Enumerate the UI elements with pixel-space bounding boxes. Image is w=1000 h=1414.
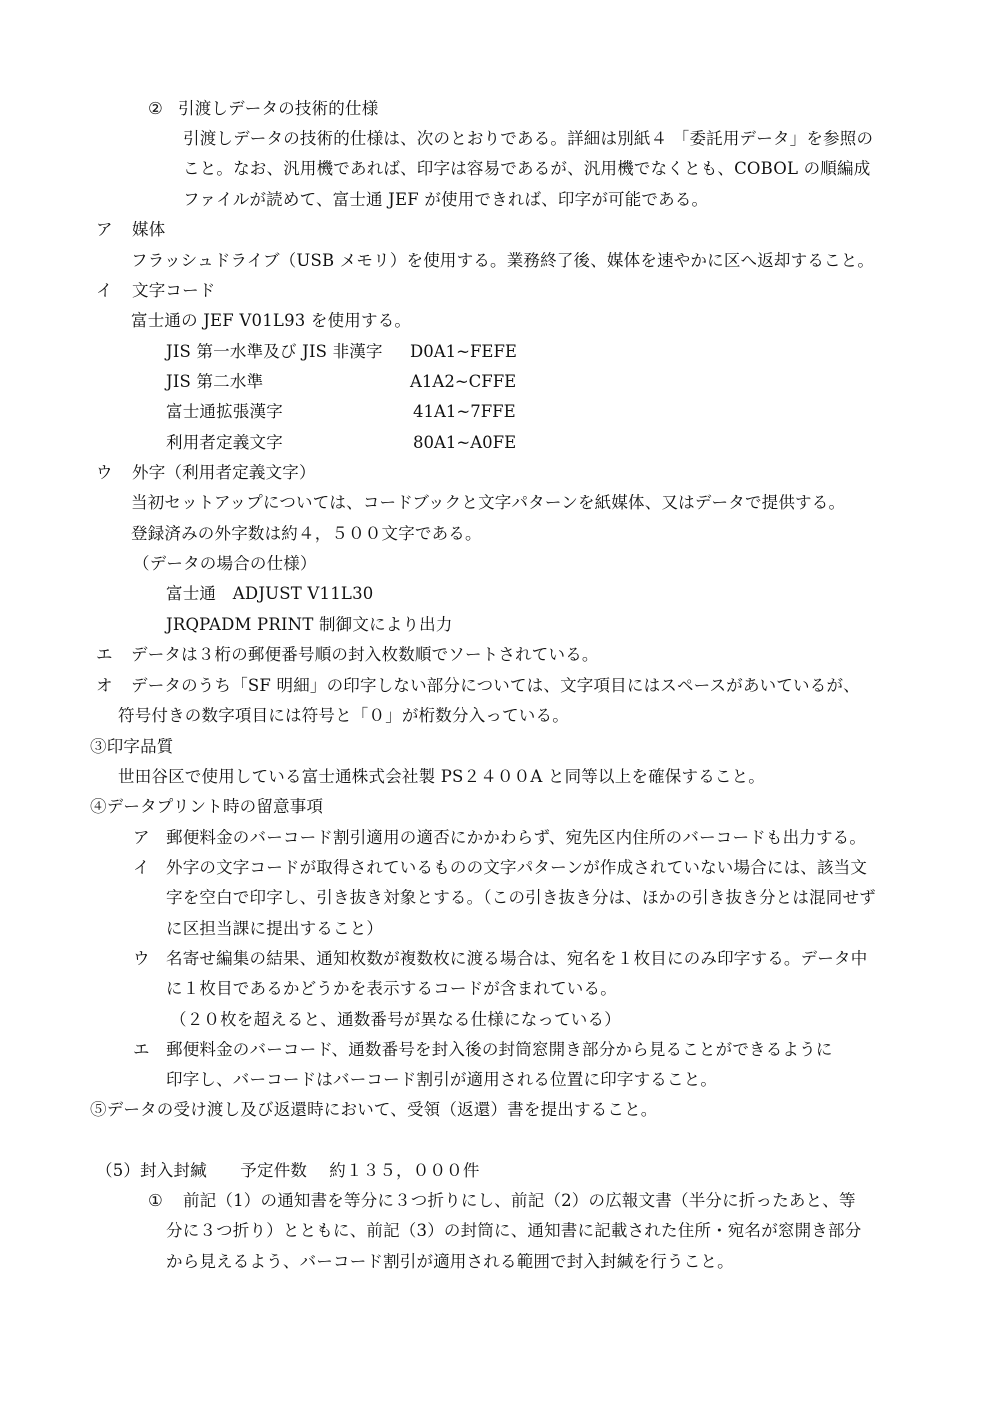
section-4-item-line: に１枚目であるかどうかを表示するコードが含まれている。 [166, 979, 617, 998]
item-o-line: データのうち「SF 明細」の印字しない部分については、文字項目にはスペースがあいているが、 [131, 676, 860, 695]
section-4-item-line: （２０枚を超えると、通数番号が異なる仕様になっている） [170, 1010, 621, 1029]
section-4-item-line: 印字し、バーコードはバーコード割引が適用される位置に印字すること。 [166, 1070, 718, 1089]
item-u-marker: ウ [96, 463, 113, 482]
part-5-item-marker: ① [148, 1191, 163, 1210]
code-range: A1A2~CFFE [410, 372, 517, 391]
item-i-heading: 文字コード [132, 281, 216, 300]
code-label: 利用者定義文字 [166, 433, 283, 452]
item-a-heading: 媒体 [132, 220, 166, 239]
section-2-heading: 引渡しデータの技術的仕様 [178, 99, 379, 118]
section-2-marker: ② [148, 99, 163, 118]
item-i-body: 富士通の JEF V01L93 を使用する。 [131, 311, 412, 330]
section-5-text: ⑤データの受け渡し及び返還時において、受領（返還）書を提出すること。 [90, 1100, 658, 1119]
section-4-item-marker: イ [133, 858, 150, 877]
item-e-text: データは３桁の郵便番号順の封入枚数順でソートされている。 [131, 645, 599, 664]
item-u-heading: 外字（利用者定義文字） [132, 463, 316, 482]
section-4-item-line: 名寄せ編集の結果、通知枚数が複数枚に渡る場合は、宛名を１枚目にのみ印字する。データ中 [166, 949, 868, 968]
part-5-item-line: から見えるよう、バーコード割引が適用される範囲で封入封緘を行うこと。 [166, 1252, 734, 1271]
code-range: D0A1~FEFE [410, 342, 517, 361]
item-o-marker: オ [96, 676, 113, 695]
item-a-body: フラッシュドライブ（USB メモリ）を使用する。業務終了後、媒体を速やかに区へ返却すること。 [131, 251, 875, 270]
section-2-body-line: こと。なお、汎用機であれば、印字は容易であるが、汎用機でなくとも、COBOL の順編成 [183, 159, 871, 178]
item-u-sub-line: 富士通 ADJUST V11L30 [166, 584, 374, 603]
section-4-item-line: 外字の文字コードが取得されているものの文字パターンが作成されていない場合には、該当文 [166, 858, 868, 877]
item-u-body-line: 当初セットアップについては、コードブックと文字パターンを紙媒体、又はデータで提供する。 [131, 493, 846, 512]
section-3-heading: ③印字品質 [90, 737, 174, 756]
section-4-item-line: 字を空白で印字し、引き抜き対象とする。（この引き抜き分は、ほかの引き抜き分とは混同せず [166, 888, 876, 907]
part-5-heading: （5）封入封緘 予定件数 約１３５，０００件 [96, 1161, 480, 1180]
code-range: 80A1~A0FE [413, 433, 517, 452]
code-label: JIS 第一水準及び JIS 非漢字 [166, 342, 383, 361]
code-label: 富士通拡張漢字 [166, 402, 283, 421]
section-4-item-line: に区担当課に提出すること） [166, 919, 384, 938]
section-2-body-line: 引渡しデータの技術的仕様は、次のとおりである。詳細は別紙４ 「委託用データ」を参照の [183, 129, 874, 148]
section-4-item-line: 郵便料金のバーコード割引適用の適否にかかわらず、宛先区内住所のバーコードも出力する。 [166, 828, 867, 847]
item-u-sub-line: JRQPADM PRINT 制御文により出力 [166, 615, 453, 634]
code-range: 41A1~7FFE [413, 402, 516, 421]
item-i-marker: イ [96, 281, 113, 300]
code-label: JIS 第二水準 [166, 372, 264, 391]
item-a-marker: ア [96, 220, 113, 239]
item-u-body-line: 登録済みの外字数は約４，５００文字である。 [131, 524, 482, 543]
section-3-body: 世田谷区で使用している富士通株式会社製 PS２４００A と同等以上を確保すること。 [118, 767, 766, 786]
section-4-heading: ④データプリント時の留意事項 [90, 797, 324, 816]
item-u-sub-heading: （データの場合の仕様） [133, 554, 317, 573]
section-4-item-marker: ウ [133, 949, 150, 968]
item-o-line: 符号付きの数字項目には符号と「０」が桁数分入っている。 [118, 706, 569, 725]
section-2-body-line: ファイルが読めて、富士通 JEF が使用できれば、印字が可能である。 [183, 190, 709, 209]
part-5-item-line: 分に３つ折り）とともに、前記（3）の封筒に、通知書に記載された住所・宛名が窓開き部分 [166, 1221, 862, 1240]
part-5-item-line: 前記（1）の通知書を等分に３つ折りにし、前記（2）の広報文書（半分に折ったあと、等 [183, 1191, 856, 1210]
section-4-item-marker: エ [133, 1040, 150, 1059]
section-4-item-marker: ア [133, 828, 150, 847]
item-e-marker: エ [96, 645, 113, 664]
section-4-item-line: 郵便料金のバーコード、通数番号を封入後の封筒窓開き部分から見ることができるように [166, 1040, 833, 1059]
